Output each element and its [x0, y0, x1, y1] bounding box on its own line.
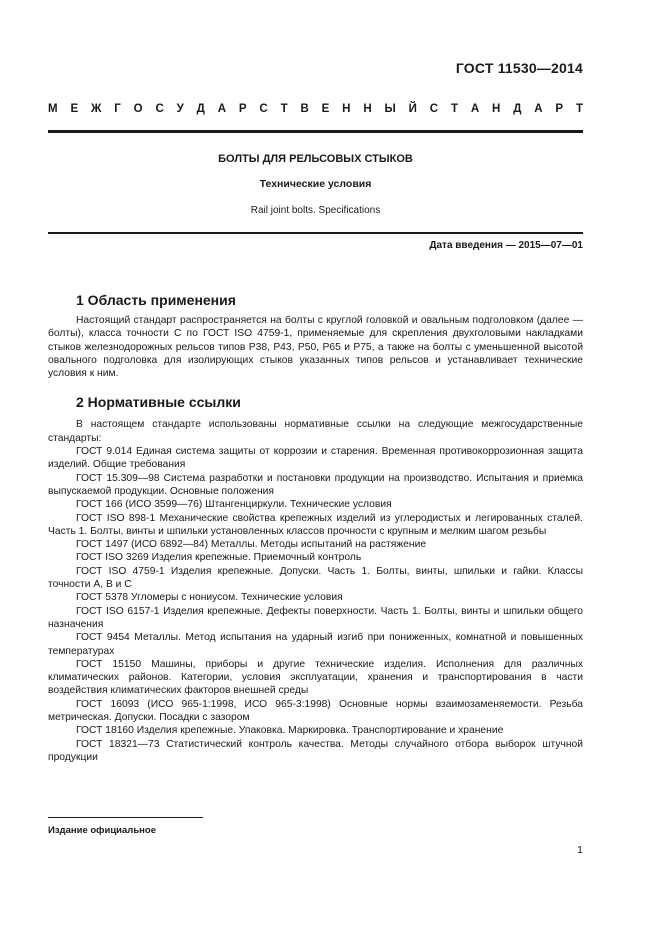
- standard-code: ГОСТ 11530—2014: [455, 60, 583, 76]
- reference-item: ГОСТ 15150 Машины, приборы и другие технические изделия. Исполнения для различных климатических районов. Категории, условия эксплуатации, хранения и транспортирования в части воздействия климатических факторов внешней среды: [48, 658, 583, 697]
- section-normative-references: [48, 394, 583, 764]
- reference-item: ГОСТ 16093 (ИСО 965-1:1998, ИСО 965-3:1998) Основные нормы взаимозаменяемости. Резьба метрическая. Допуски. Посадки с зазором: [48, 698, 583, 724]
- introduction-date: Дата введения — 2015—07—01: [429, 240, 583, 251]
- page-number: 1: [577, 844, 583, 856]
- section-scope: [48, 292, 583, 380]
- reference-item: ГОСТ 5378 Угломеры с нониусом. Технические условия: [76, 592, 343, 604]
- footer-rule: [48, 817, 203, 818]
- header-rule-top: [48, 130, 583, 133]
- reference-item: ГОСТ 18321—73 Статистический контроль качества. Методы случайного отбора выборок штучной продукции: [48, 738, 583, 763]
- section-heading: 1 Область применения: [76, 292, 236, 308]
- interstate-standard-label: М Е Ж Г О С У Д А Р С Т В Е Н Н Ы Й С Т А Н Д А Р Т: [48, 103, 583, 115]
- reference-item: ГОСТ 166 (ИСО 3599—76) Штангенциркули. Технические условия: [76, 499, 392, 511]
- reference-item: ГОСТ 18160 Изделия крепежные. Упаковка. Маркировка. Транспортирование и хранение: [76, 725, 504, 737]
- reference-item: ГОСТ ISO 898-1 Механические свойства крепежных изделий из углеродистых и легированных сталей. Часть 1. Болты, винты и шпильки установленных классов прочности с крупным и мелким шагом резьбы: [48, 512, 583, 537]
- header-rule-bottom: [48, 232, 583, 234]
- reference-item: ГОСТ 1497 (ИСО 6892—84) Металлы. Методы испытаний на растяжение: [76, 539, 427, 551]
- document-body: [48, 292, 583, 778]
- english-title: Rail joint bolts. Specifications: [250, 205, 381, 216]
- paragraph: В настоящем стандарте использованы нормативные ссылки на следующие межгосударственные стандарты:: [48, 419, 583, 444]
- reference-item: ГОСТ 9.014 Единая система защиты от коррозии и старения. Временная противокоррозионная защита изделий. Общие требования: [48, 446, 583, 471]
- reference-item: ГОСТ 9454 Металлы. Метод испытания на ударный изгиб при пониженных, комнатной и повышенных температурах: [48, 632, 583, 657]
- reference-item: ГОСТ ISO 6157-1 Изделия крепежные. Дефекты поверхности. Часть 1. Болты, винты и шпильки общего назначения: [48, 605, 583, 630]
- reference-item: ГОСТ ISO 3269 Изделия крепежные. Приемочный контроль: [76, 552, 362, 564]
- reference-item: ГОСТ 15.309—98 Система разработки и постановки продукции на производство. Испытания и приемка выпускаемой продукции. Основные положения: [48, 472, 583, 497]
- document-subtitle: Технические условия: [259, 178, 372, 190]
- reference-item: ГОСТ ISO 4759-1 Изделия крепежные. Допуски. Часть 1. Болты, винты, шпильки и гайки. Классы точности А, В и С: [48, 565, 583, 591]
- paragraph: Настоящий стандарт распространяется на болты с круглой головкой и овальным подголовком (далее — болты), класса точности С по ГОСТ ISO 4759-1, применяемые для скрепления двухголовыми накладками стыков железнодорожных рельсов типов Р38, Р43, Р50, Р65 и Р75, а также на болты с уменьшенной высотой овального подголовка для изолирующих стыков указанных типов рельсов и устанавливает технические условия к ним.: [48, 315, 583, 380]
- document-title: БОЛТЫ ДЛЯ РЕЛЬСОВЫХ СТЫКОВ: [218, 153, 413, 165]
- section-heading: 2 Нормативные ссылки: [76, 394, 241, 411]
- edition-label: Издание официальное: [48, 825, 156, 836]
